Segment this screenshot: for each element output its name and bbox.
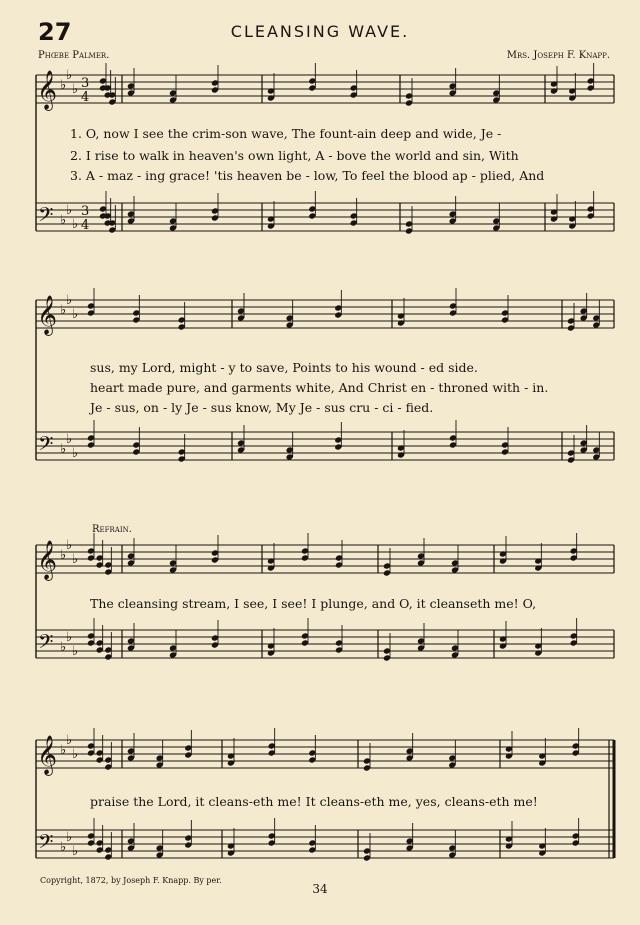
hymn-number: 27 — [38, 18, 72, 46]
verse-2-line-2: heart made pure, and garments white, And Christ en - throned with - in. — [90, 380, 549, 395]
flat-sign: ♭ — [60, 442, 67, 457]
flat-sign: ♭ — [66, 630, 73, 645]
flat-sign: ♭ — [66, 293, 73, 308]
refrain-line-1: The cleansing stream, I see, I see! I plunge, and O, it cleanseth me! O, — [90, 596, 537, 611]
flat-sign: ♭ — [60, 743, 67, 758]
treble-clef: 𝄞 — [37, 295, 58, 335]
flat-sign: ♭ — [66, 538, 73, 553]
flat-sign: ♭ — [60, 840, 67, 855]
refrain-line-2: praise the Lord, it cleans-eth me! It cleans-eth me, yes, cleans-eth me! — [90, 794, 538, 809]
flat-sign: ♭ — [72, 82, 79, 97]
bass-clef: 𝄢 — [38, 830, 54, 858]
copyright-notice: Copyright, 1872, by Joseph F. Knapp. By per. — [40, 876, 222, 885]
treble-clef: 𝄞 — [37, 540, 58, 580]
flat-sign: ♭ — [66, 68, 73, 83]
bass-clef: 𝄢 — [38, 203, 54, 231]
refrain-label: Refrain. — [92, 524, 132, 535]
flat-sign: ♭ — [66, 203, 73, 218]
flat-sign: ♭ — [66, 733, 73, 748]
flat-sign: ♭ — [72, 644, 79, 659]
flat-sign: ♭ — [60, 640, 67, 655]
verse-2-line-1: 2. I rise to walk in heaven's own light, A - bove the world and sin, With — [70, 148, 519, 163]
bass-clef: 𝄢 — [38, 432, 54, 460]
time-signature-top: 3 — [81, 76, 90, 91]
flat-sign: ♭ — [72, 844, 79, 859]
flat-sign: ♭ — [72, 307, 79, 322]
verse-3-line-2: Je - sus, on - ly Je - sus know, My Je - sus cru - ci - fied. — [90, 400, 434, 415]
author-credit: Phœbe Palmer. — [38, 50, 110, 61]
verse-1-line-1: 1. O, now I see the crim-son wave, The fount-ain deep and wide, Je - — [70, 126, 502, 141]
flat-sign: ♭ — [66, 432, 73, 447]
flat-sign: ♭ — [72, 747, 79, 762]
flat-sign: ♭ — [72, 446, 79, 461]
page-number: 34 — [312, 882, 328, 896]
flat-sign: ♭ — [72, 552, 79, 567]
flat-sign: ♭ — [60, 78, 67, 93]
flat-sign: ♭ — [72, 217, 79, 232]
treble-clef: 𝄞 — [37, 70, 58, 110]
verse-1-line-2: sus, my Lord, might - y to save, Points to his wound - ed side. — [90, 360, 478, 375]
flat-sign: ♭ — [60, 213, 67, 228]
time-signature-bottom: 4 — [81, 218, 90, 233]
time-signature-bottom: 4 — [81, 90, 90, 105]
treble-clef: 𝄞 — [37, 735, 58, 775]
composer-credit: Mrs. Joseph F. Knapp. — [506, 50, 610, 61]
hymn-title: CLEANSING WAVE. — [230, 22, 410, 41]
time-signature-top: 3 — [81, 204, 90, 219]
flat-sign: ♭ — [66, 830, 73, 845]
bass-clef: 𝄢 — [38, 630, 54, 658]
flat-sign: ♭ — [60, 303, 67, 318]
verse-3-line-1: 3. A - maz - ing grace! 'tis heaven be - low, To feel the blood ap - plied, And — [70, 168, 545, 183]
flat-sign: ♭ — [60, 548, 67, 563]
